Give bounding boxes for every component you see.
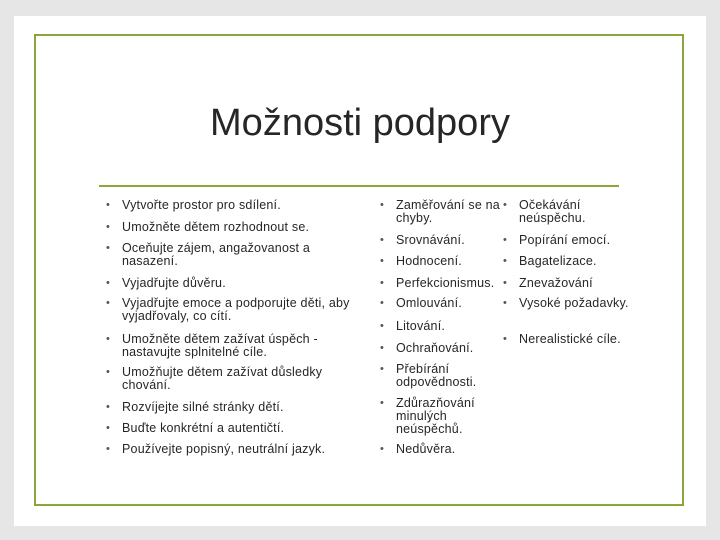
list-item: • Vyjadřujte emoce a podporujte děti, aby vyjadřovaly, co cítí. [106,296,350,323]
bullet-icon: • [106,277,111,289]
list-item: • Nedůvěra. [380,442,456,456]
list-item: • Zaměřování se na chyby. [380,198,500,225]
bullet-icon: • [106,401,111,413]
list-item: • Používejte popisný, neutrální jazyk. [106,442,326,456]
list-item: • Očekávání neúspěchu. [503,198,586,225]
list-item: • Vytvořte prostor pro sdílení. [106,198,281,212]
bullet-icon: • [380,199,385,211]
bullet-icon: • [503,234,508,246]
bullet-icon: • [380,297,385,309]
bullet-icon: • [380,363,385,375]
list-item: • Ochraňování. [380,341,474,355]
list-item: • Umožňujte dětem zažívat důsledky chování. [106,365,323,392]
bullet-icon: • [503,277,508,289]
list-item: • Omlouvání. [380,296,462,310]
bullet-icon: • [503,255,508,267]
list-item: • Hodnocení. [380,254,462,268]
bullet-icon: • [106,366,111,378]
list-item: • Znevažování [503,276,593,290]
list-item: • Přebírání odpovědnosti. [380,362,477,389]
bullet-icon: • [380,320,385,332]
list-item: • Buďte konkrétní a autentičtí. [106,421,285,435]
list-item: • Oceňujte zájem, angažovanost a nasazení. [106,241,311,268]
bullet-icon: • [503,199,508,211]
list-item: • Umožněte dětem zažívat úspěch - nastavujte splnitelné cíle. [106,332,318,359]
bullet-icon: • [503,333,508,345]
list-item: • Srovnávání. [380,233,465,247]
list-item: • Bagatelizace. [503,254,597,268]
bullet-icon: • [106,221,111,233]
bullet-icon: • [380,397,385,409]
bullet-icon: • [106,199,111,211]
bullet-icon: • [106,422,111,434]
title-divider [99,185,619,187]
bullet-icon: • [503,297,508,309]
bullet-icon: • [106,333,111,345]
list-item: • Popírání emocí. [503,233,611,247]
bullet-icon: • [380,234,385,246]
list-item: • Rozvíjejte silné stránky dětí. [106,400,284,414]
list-item: • Vyjadřujte důvěru. [106,276,226,290]
bullet-icon: • [106,242,111,254]
list-item: • Vysoké požadavky. [503,296,629,310]
list-item: • Litování. [380,319,446,333]
slide [14,16,706,526]
bullet-icon: • [106,443,111,455]
bullet-icon: • [380,342,385,354]
bullet-icon: • [380,277,385,289]
bullet-icon: • [106,297,111,309]
list-item: • Perfekcionismus. [380,276,495,290]
slide-title: Možnosti podpory [210,102,510,144]
list-item: • Umožněte dětem rozhodnout se. [106,220,310,234]
bullet-icon: • [380,255,385,267]
list-item: • Nerealistické cíle. [503,332,621,346]
list-item: • Zdůrazňování minulých neúspěchů. [380,396,475,436]
bullet-icon: • [380,443,385,455]
